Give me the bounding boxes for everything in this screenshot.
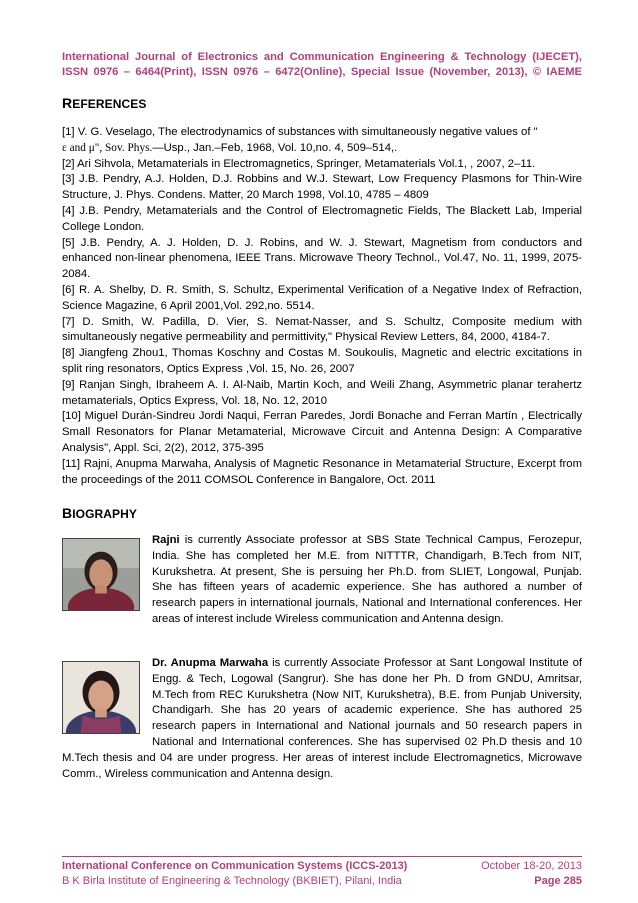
author-photo-anupma-marwaha <box>62 661 140 734</box>
references-heading-initial: R <box>62 95 73 111</box>
footer-institute: B K Birla Institute of Engineering & Technology (BKBIET), Pilani, India <box>62 875 402 887</box>
footer-row-1 <box>62 859 582 874</box>
page-number: Page 285 <box>534 875 582 887</box>
biography-heading-rest: IOGRAPHY <box>72 507 138 521</box>
references-heading-rest: EFERENCES <box>72 97 147 111</box>
biography-body-rajni: is currently Associate professor at SBS State Technical Campus, Ferozepur, India. She has completed her M.E. from NITTTR, Chandigarh, B.Tech from NIT, Kurukshetra. At present, She is persuing her Ph.D. from SLIET, Longowal, Punjab. She has fifteen years of academic experience. She has authored a number of research papers in international journals, National and International conferences. Her areas of interest include Wireless communication and Antenna design. <box>152 534 582 625</box>
reference-1-tail: —Usp., Jan.–Feb, 1968, Vol. 10,no. 4, 509–514,. <box>152 141 398 154</box>
reference-item: [3] J.B. Pendry, A.J. Holden, D.J. Robbins and W.J. Stewart, Low Frequency Plasmons for Thin-Wire Structure, J. Phys. Condens. Matter, 20 March 1998, Vol.10, 4785 – 4809 <box>62 173 582 202</box>
biography-heading-initial: B <box>62 505 73 521</box>
journal-header-line-2: ISSN 0976 – 6464(Print), ISSN 0976 – 6472(Online), Special Issue (November, 2013), © IAEME <box>62 66 582 78</box>
biography-heading <box>62 505 137 521</box>
reference-1-serif: ε and μ", Sov. Phys. <box>62 141 153 154</box>
reference-item: [10] Miguel Durán-Sindreu Jordi Naqui, Ferran Paredes, Jordi Bonache and Ferran Martín , Electrically Small Resonators for Planar Metamaterial, Microwave Circuit and Antenna Design: A Comparative Analysis", Appl. Sci, 2(2), 2012, 375-395 <box>62 410 582 454</box>
reference-item: [4] J.B. Pendry, Metamaterials and the Control of Electromagnetic Fields, The Blackett Lab, Imperial College London. <box>62 204 582 233</box>
portrait-image <box>63 662 139 733</box>
author-photo-rajni <box>62 538 140 611</box>
biography-body-anupma-marwaha: is currently Associate Professor at Sant Longowal Institute of Engg. & Tech, Logowal (Sangrur). She has done her Ph. D from GNDU, Amritsar, M.Tech from REC Kurukshetra (Now NIT, Kurukshetra), B.E. from Punjab University, Chandigarh. She has 20 years of academic experience. She has authored 25 research papers in International and National journals and 50 research papers in National and International conferences. She has supervised 02 Ph.D thesis and 10 M.Tech thesis and 04 are under progress. Her areas of interest include Electromagnetics, Microwave Comm., Wireless communication and Antenna design. <box>62 657 582 780</box>
references-list <box>62 125 582 488</box>
author-name-rajni: Rajni <box>152 534 180 546</box>
footer-date: October 18-20, 2013 <box>481 860 582 872</box>
reference-item: [9] Ranjan Singh, Ibraheem A. I. Al-Naib, Martin Koch, and Weili Zhang, Asymmetric planar terahertz metamaterials, Optics Express, Vol. 18, No. 12, 2010 <box>62 378 582 407</box>
biography-entry-rajni <box>62 533 582 628</box>
journal-header <box>62 50 582 80</box>
reference-item: [11] Rajni, Anupma Marwaha, Analysis of Magnetic Resonance in Metamaterial Structure, Excerpt from the proceedings of the 2011 COMSOL Conference in Bangalore, Oct. 2011 <box>62 457 582 486</box>
page-footer <box>62 859 582 889</box>
reference-item: [2] Ari Sihvola, Metamaterials in Electromagnetics, Springer, Metamaterials Vol.1, , 2007, 2–11. <box>62 157 536 170</box>
biography-text-anupma-marwaha <box>62 656 582 782</box>
footer-divider <box>62 856 582 857</box>
reference-item: [5] J.B. Pendry, A. J. Holden, D. J. Robins, and W. J. Stewart, Magnetism from conductors and enhanced non-linear phenomena, IEEE Trans. Microwave Theory Technol., Vol.47, No. 11, 1999, 2075-2084. <box>62 236 582 281</box>
reference-item <box>62 125 582 157</box>
biography-entry-anupma-marwaha <box>62 656 582 782</box>
reference-item: [7] D. Smith, W. Padilla, D. Vier, S. Nemat-Nasser, and S. Schultz, Composite medium with simultaneously negative permeability and permittivity," Physical Review Letters, 84, 2000, 4184-7. <box>62 315 582 344</box>
journal-header-line-1: International Journal of Electronics and Communication Engineering & Technology (IJECET), <box>62 51 582 63</box>
reference-1-head: [1] V. G. Veselago, The electrodynamics of substances with simultaneously negative values of " <box>62 126 538 138</box>
biography-text-rajni <box>62 533 582 628</box>
reference-item: [8] Jiangfeng Zhou1, Thomas Koschny and Costas M. Soukoulis, Magnetic and electric excitations in split ring resonators, Optics Express ,Vol. 15, No. 26, 2007 <box>62 347 582 375</box>
footer-conference: International Conference on Communication Systems (ICCS-2013) <box>62 860 408 872</box>
references-heading <box>62 95 146 111</box>
reference-item: [6] R. A. Shelby, D. R. Smith, S. Schultz, Experimental Verification of a Negative Index of Refraction, Science Magazine, 6 April 2001,Vol. 292,no. 5514. <box>62 283 582 312</box>
footer-row-2 <box>62 874 582 889</box>
author-name-anupma-marwaha: Dr. Anupma Marwaha <box>152 657 269 669</box>
portrait-image <box>63 539 139 610</box>
